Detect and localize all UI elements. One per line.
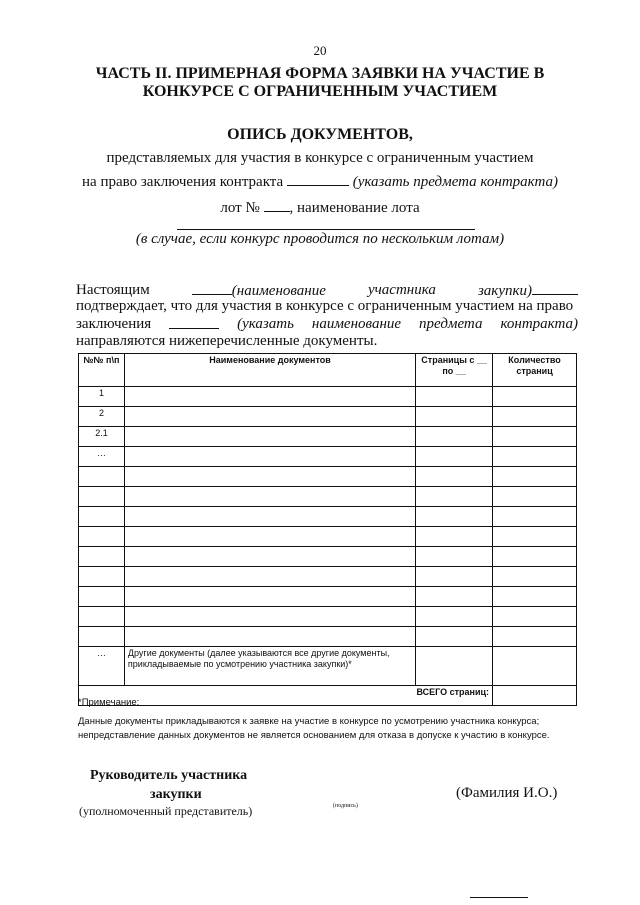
- row-name[interactable]: [124, 587, 415, 607]
- row-pages[interactable]: [416, 407, 493, 427]
- row-name[interactable]: [124, 387, 415, 407]
- participant-blank[interactable]: [192, 281, 232, 295]
- signer-role-line-1: Руководитель участника: [90, 768, 248, 783]
- row-num: [79, 487, 125, 507]
- row-count[interactable]: [493, 427, 577, 447]
- table-row: [79, 627, 577, 647]
- row-pages[interactable]: [416, 507, 493, 527]
- row-name[interactable]: [124, 487, 415, 507]
- row-name[interactable]: [124, 407, 415, 427]
- documents-table: [78, 353, 577, 706]
- row-count[interactable]: [493, 407, 577, 427]
- row-pages[interactable]: [416, 627, 493, 647]
- row-num: [79, 467, 125, 487]
- lot-number-blank[interactable]: [264, 198, 290, 212]
- row-count[interactable]: [493, 467, 577, 487]
- inventory-subtitle: представляемых для участия в конкурсе с ограниченным участием: [106, 150, 534, 166]
- row-num: [79, 567, 125, 587]
- row-num: 2: [79, 407, 125, 427]
- name-hint: (Фамилия И.О.): [456, 785, 558, 801]
- row-name[interactable]: [124, 447, 415, 467]
- row-pages[interactable]: [416, 387, 493, 407]
- row-pages[interactable]: [416, 567, 493, 587]
- paragraph-line-1: Настоящим (наименование участника закупки): [76, 281, 578, 300]
- row-count[interactable]: [493, 447, 577, 467]
- total-label: ВСЕГО страниц:: [79, 686, 493, 706]
- lot-hint: (в случае, если конкурс проводится по нескольким лотам): [135, 231, 505, 247]
- signer-role-line-2: закупки: [150, 787, 202, 802]
- table-row-total: [79, 686, 577, 706]
- contract-hint: (указать предмета контракта): [352, 174, 558, 190]
- row-name[interactable]: [124, 607, 415, 627]
- inventory-heading: ОПИСЬ ДОКУМЕНТОВ,: [227, 126, 413, 143]
- subject-blank[interactable]: [169, 315, 219, 329]
- row-pages[interactable]: [416, 587, 493, 607]
- row-count[interactable]: [493, 567, 577, 587]
- table-row: [79, 467, 577, 487]
- table-row: [79, 527, 577, 547]
- row-count[interactable]: [493, 587, 577, 607]
- table-row: [79, 487, 577, 507]
- row-count[interactable]: [493, 387, 577, 407]
- row-pages[interactable]: [416, 527, 493, 547]
- row-pages[interactable]: [416, 487, 493, 507]
- row-num: [79, 527, 125, 547]
- row-num: [79, 507, 125, 527]
- table-row: [79, 547, 577, 567]
- part-title-line-2: КОНКУРСЕ С ОГРАНИЧЕННЫМ УЧАСТИЕМ: [142, 83, 498, 100]
- total-value-cell[interactable]: [493, 686, 577, 706]
- signature-hint: (подпись): [333, 803, 358, 809]
- row-num: [79, 587, 125, 607]
- lot-name-label: , наименование лота: [289, 200, 420, 216]
- row-num: 2.1: [79, 427, 125, 447]
- row-num: 1: [79, 387, 125, 407]
- row-num: [79, 607, 125, 627]
- row-name[interactable]: [124, 527, 415, 547]
- row-pages[interactable]: [416, 447, 493, 467]
- paragraph-line-3: заключения (указать наименование предмета контракта): [76, 316, 578, 332]
- table-row: [79, 507, 577, 527]
- table-row: [79, 587, 577, 607]
- header-pages: Страницы с __ по __: [416, 354, 493, 387]
- row-count[interactable]: [493, 527, 577, 547]
- row-name[interactable]: [124, 547, 415, 567]
- part-title-line-1: ЧАСТЬ II. ПРИМЕРНАЯ ФОРМА ЗАЯВКИ НА УЧАСТИЕ В: [95, 65, 545, 82]
- contract-blank[interactable]: [287, 172, 349, 186]
- footer-rule: [470, 897, 528, 898]
- row-count[interactable]: [493, 487, 577, 507]
- table-row: [79, 607, 577, 627]
- lot-name-blank-line[interactable]: [177, 229, 475, 230]
- row-count[interactable]: [493, 607, 577, 627]
- contract-label: на право заключения контракта: [82, 174, 284, 190]
- signer-role-line-3: (уполномоченный представитель): [79, 804, 253, 818]
- note-text: Данные документы прикладываются к заявке на участие в конкурсе по усмотрению участника конкурса; непредставление данных документов не является основанием для отказа в допуске к участию в конкурсе.: [78, 716, 550, 741]
- other-pages-cell[interactable]: [416, 647, 493, 686]
- row-name[interactable]: [124, 507, 415, 527]
- table-row-other: [79, 647, 577, 686]
- header-count: Количество страниц: [493, 354, 577, 387]
- row-num: …: [79, 447, 125, 467]
- contract-line: [0, 172, 640, 191]
- row-pages[interactable]: [416, 427, 493, 447]
- header-num: №№ п\п: [79, 354, 125, 387]
- row-name[interactable]: [124, 567, 415, 587]
- row-pages[interactable]: [416, 547, 493, 567]
- table-row: [79, 447, 577, 467]
- paragraph-line-2: подтверждает, что для участия в конкурсе с ограниченным участием на право: [76, 298, 574, 314]
- row-num: [79, 547, 125, 567]
- row-count[interactable]: [493, 547, 577, 567]
- row-count[interactable]: [493, 507, 577, 527]
- page-number: 20: [313, 43, 327, 58]
- row-num: [79, 627, 125, 647]
- other-num: …: [79, 647, 125, 686]
- row-pages[interactable]: [416, 607, 493, 627]
- row-name[interactable]: [124, 627, 415, 647]
- row-pages[interactable]: [416, 467, 493, 487]
- table-row: [79, 387, 577, 407]
- other-count-cell[interactable]: [493, 647, 577, 686]
- lot-line: [0, 198, 640, 217]
- other-name: Другие документы (далее указываются все другие документы, прикладываемые по усмотрению участника закупки)*: [124, 647, 415, 686]
- table-row: [79, 567, 577, 587]
- row-name[interactable]: [124, 427, 415, 447]
- table-header-row: [79, 354, 577, 387]
- table-row: [79, 407, 577, 427]
- table-row: [79, 427, 577, 447]
- row-name[interactable]: [124, 467, 415, 487]
- row-count[interactable]: [493, 627, 577, 647]
- paragraph-line-4: направляются нижеперечисленные документы.: [76, 333, 378, 349]
- note-label: *Примечание:: [78, 697, 140, 708]
- header-name: Наименование документов: [124, 354, 415, 387]
- lot-label: лот №: [220, 200, 260, 216]
